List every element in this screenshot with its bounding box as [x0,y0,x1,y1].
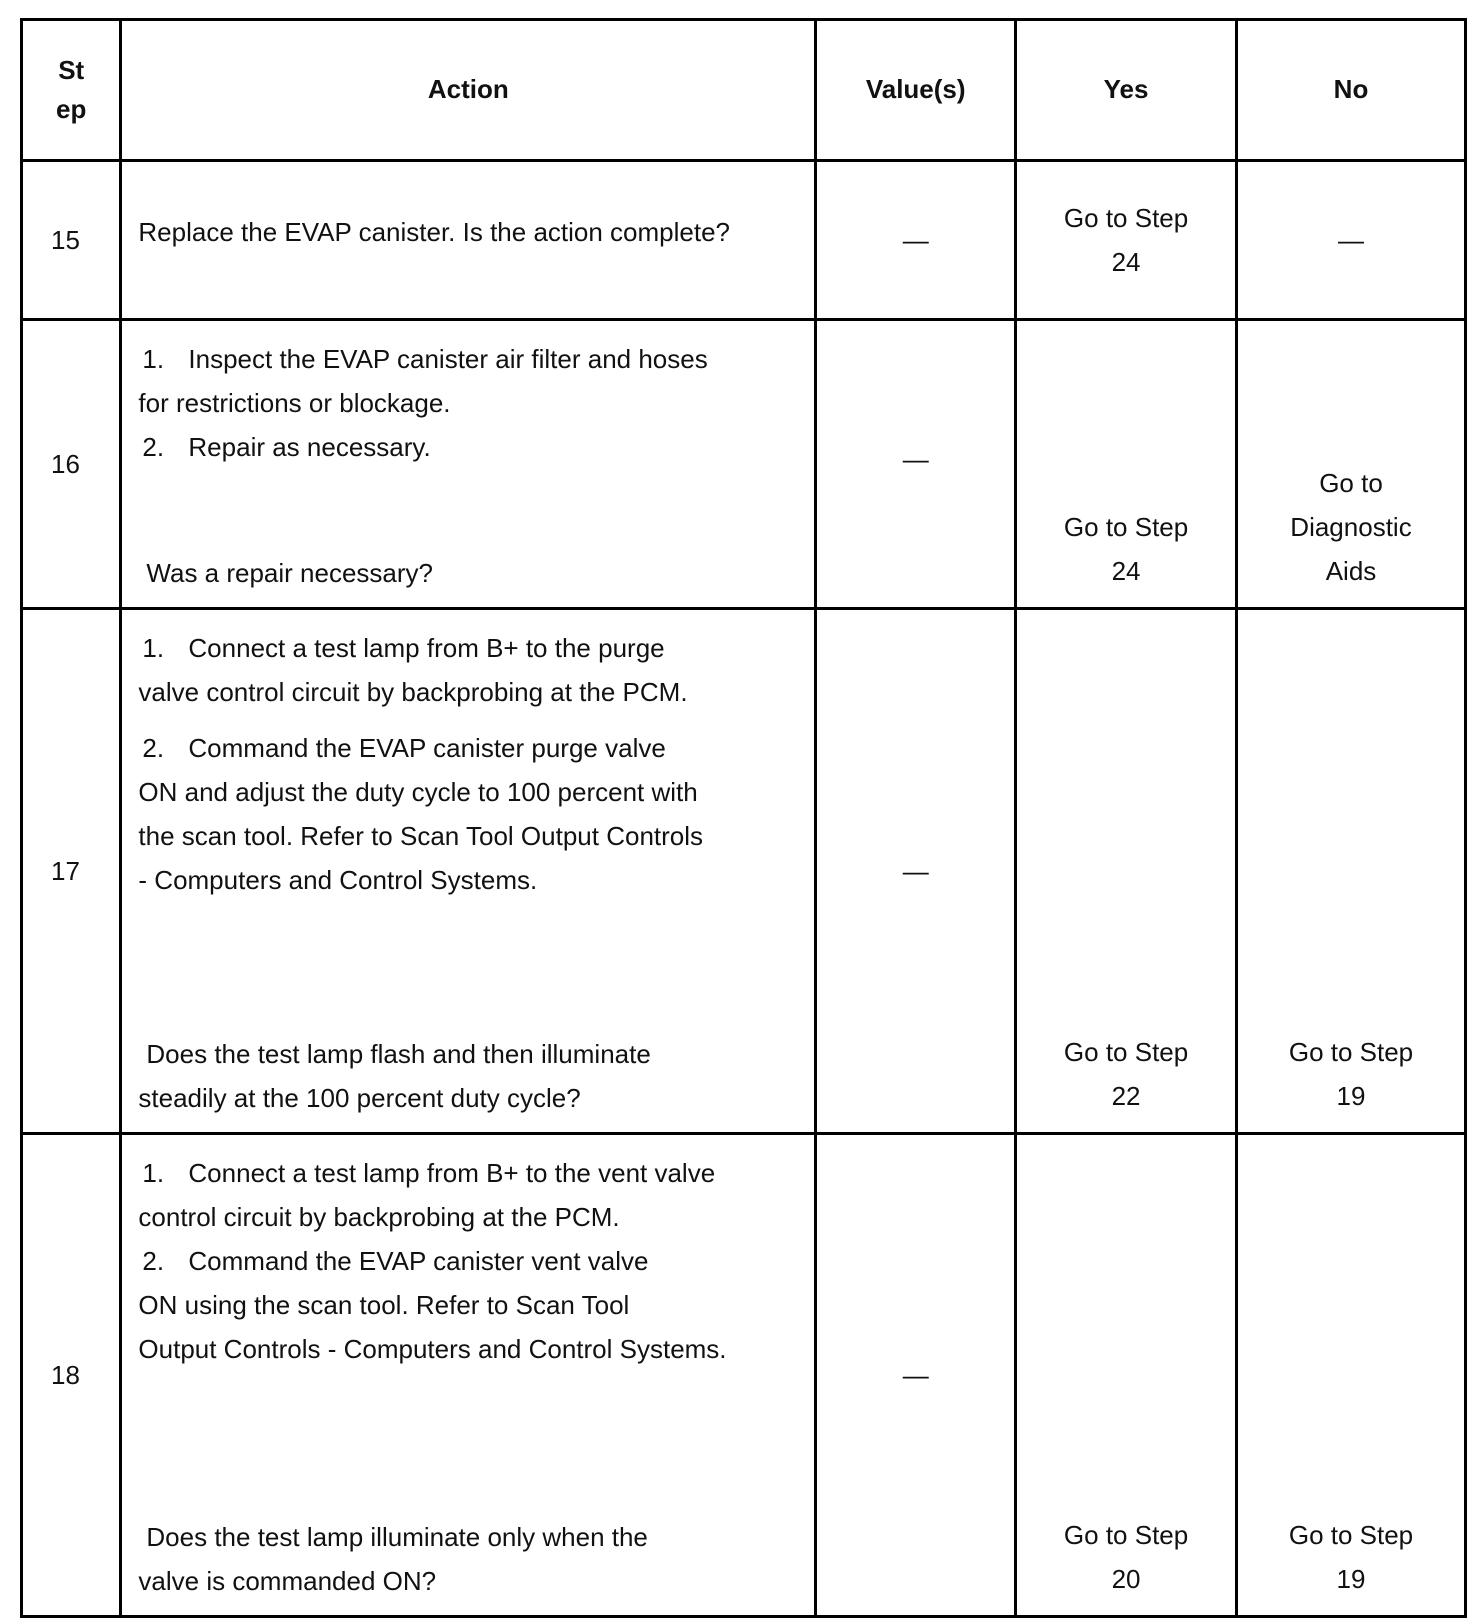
item-number: 1. [142,632,165,663]
yes-cell [1016,160,1237,320]
action-cell [121,160,816,320]
value-cell: — [816,320,1016,608]
question-text: Does the test lamp flash and then illuminate [146,1038,651,1069]
step-number: 18 [22,1133,121,1616]
question-text: Was a repair necessary? [146,558,434,589]
item-text-cont: the scan tool. Refer to Scan Tool Output Controls [138,820,704,851]
step-number: 16 [22,320,121,608]
no-cell [1237,1133,1466,1616]
item-number: 1. [142,1157,165,1188]
item-number: 2. [142,732,165,763]
header-row [22,20,1466,161]
spacer [138,714,794,726]
yes-line1: Go to Step [1063,511,1189,542]
header-step-line2: ep [56,93,87,124]
yes-line1: Go to Step [1063,202,1189,233]
table-row [22,320,1466,608]
yes-line2: 24 [1111,246,1141,277]
header-values: Value(s) [816,20,1016,161]
item-text: Repair as necessary. [188,432,431,463]
yes-line2: 24 [1111,555,1141,586]
no-line1: Go to Step [1288,1520,1414,1550]
item-number: 2. [142,1245,165,1276]
table-row [22,608,1466,1133]
no-line1: Go to Step [1288,1036,1414,1067]
step-number: 17 [22,608,121,1133]
no-cell: — [1237,160,1466,320]
item-text-cont: - Computers and Control Systems. [138,864,538,895]
action-text: Replace the EVAP canister. Is the action complete? [138,216,731,247]
yes-line2: 20 [1111,1564,1141,1594]
item-text: Command the EVAP canister purge valve [188,732,666,763]
action-item-1 [138,1151,794,1195]
header-step-line1: St [58,54,85,85]
yes-cell [1016,608,1237,1133]
header-action: Action [121,20,816,161]
item-text-cont: Output Controls - Computers and Control Systems. [138,1333,727,1364]
action-item-1 [138,337,794,381]
action-item-2 [138,1239,794,1283]
item-number: 1. [142,344,165,375]
item-text-cont: for restrictions or blockage. [138,388,451,419]
header-step [22,20,121,161]
item-text: Connect a test lamp from B+ to the vent valve [188,1157,716,1188]
table-row [22,160,1466,320]
yes-line1: Go to Step [1063,1520,1189,1550]
no-cell [1237,320,1466,608]
table-row [22,1133,1466,1616]
item-text-cont: valve control circuit by backprobing at the PCM. [138,676,688,707]
spacer [138,902,794,1032]
item-text: Command the EVAP canister vent valve [188,1245,649,1276]
no-line2: 19 [1336,1080,1366,1111]
no-cell [1237,608,1466,1133]
item-number: 2. [142,432,165,463]
item-text-cont: ON and adjust the duty cycle to 100 percent with [138,776,698,807]
question-text-cont: steadily at the 100 percent duty cycle? [138,1082,581,1113]
spacer [138,1371,794,1515]
no-line2: 19 [1336,1564,1366,1594]
question-text: Does the test lamp illuminate only when the [146,1521,648,1552]
spacer [138,469,794,551]
action-item-2 [138,726,794,770]
action-cell [121,1133,816,1616]
item-text-cont: control circuit by backprobing at the PCM. [138,1201,620,1232]
item-text: Inspect the EVAP canister air filter and hoses [188,344,708,375]
header-no: No [1237,20,1466,161]
header-yes: Yes [1016,20,1237,161]
action-item-2 [138,425,794,469]
diagnostic-table [20,18,1467,1618]
no-line3: Aids [1325,555,1377,586]
yes-cell [1016,1133,1237,1616]
item-text-cont: ON using the scan tool. Refer to Scan Tool [138,1289,630,1320]
yes-line2: 22 [1111,1080,1141,1111]
value-cell: — [816,1133,1016,1616]
no-line2: Diagnostic [1290,511,1412,542]
item-text: Connect a test lamp from B+ to the purge [188,632,665,663]
value-cell: — [816,608,1016,1133]
yes-line1: Go to Step [1063,1036,1189,1067]
step-number: 15 [22,160,121,320]
action-item-1 [138,626,794,670]
no-line1: Go to [1319,467,1383,498]
value-cell: — [816,160,1016,320]
action-cell [121,320,816,608]
yes-cell [1016,320,1237,608]
question-text-cont: valve is commanded ON? [138,1565,437,1596]
action-cell [121,608,816,1133]
